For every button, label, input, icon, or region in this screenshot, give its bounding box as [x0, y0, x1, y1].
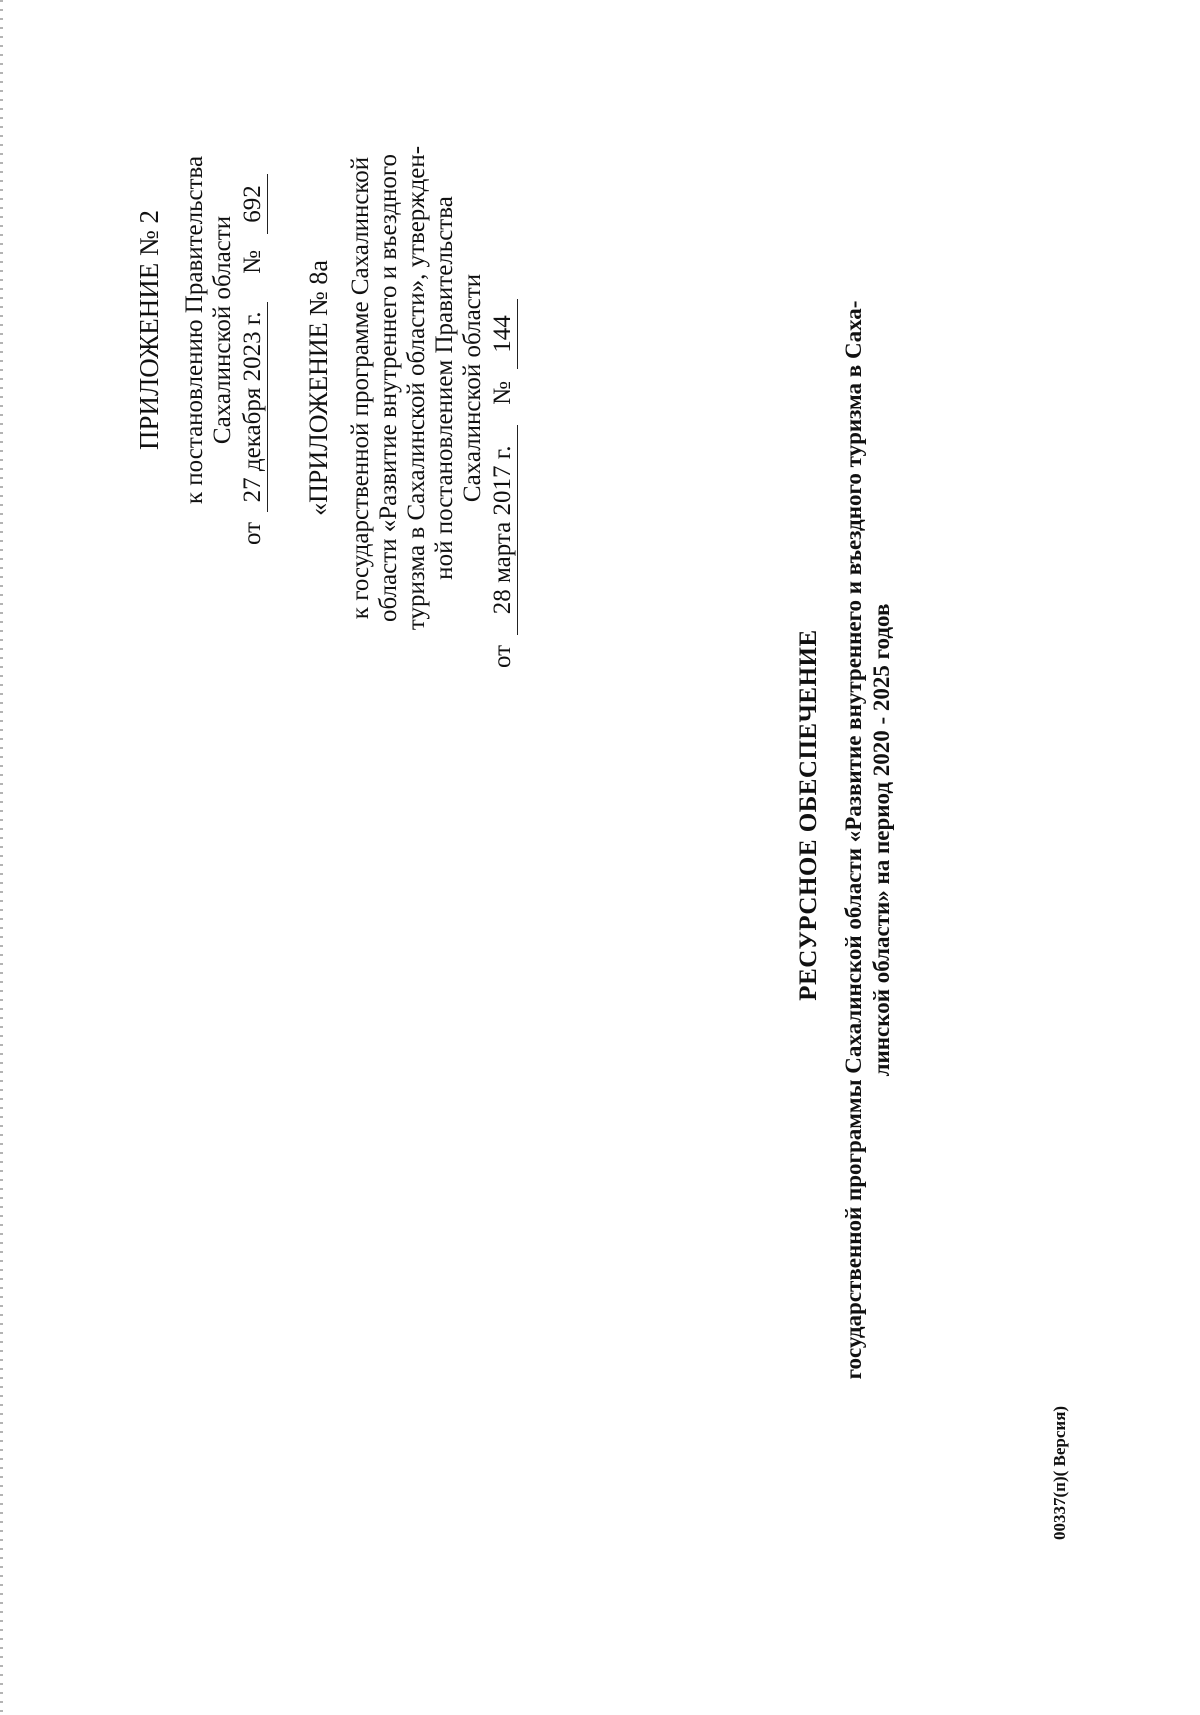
document-heading — [795, 495, 823, 1135]
subtitle-line-2: линской области» на период 2020 - 2025 годов — [869, 603, 894, 1077]
previous-appendix-line-5: Сахалинской области — [459, 273, 486, 503]
document-code-text: 00337(п)( Версия) — [1050, 1405, 1069, 1540]
number-label: № — [239, 250, 266, 274]
number-label: № — [489, 381, 516, 405]
previous-appendix-line-2: области «Развитие внутреннего и въездного — [375, 153, 402, 623]
from-label: от — [239, 521, 266, 545]
appendix-line-1: к постановлению Правительства — [181, 155, 208, 505]
appendix-date: 27 декабря 2023 г. — [239, 302, 268, 512]
document-subtitle — [840, 110, 896, 1570]
previous-appendix-date: 28 марта 2017 г. — [489, 425, 518, 635]
previous-appendix-block — [305, 108, 518, 668]
appendix-date-row — [239, 115, 268, 545]
subtitle-line-1: государственной программы Сахалинской области «Развитие внутреннего и въездного туризма в Саха- — [841, 300, 866, 1380]
previous-appendix-line-1: к государственной программе Сахалинской — [347, 156, 374, 620]
appendix-title: ПРИЛОЖЕНИЕ № 2 — [134, 209, 164, 451]
previous-appendix-line-4: ной постановлением Правительства — [431, 196, 458, 580]
previous-appendix-number: 144 — [489, 299, 518, 369]
document-code — [1050, 1406, 1070, 1540]
appendix-number: 692 — [239, 174, 268, 234]
previous-appendix-date-row — [489, 108, 518, 668]
appendix-line-2: Сахалинской области — [209, 215, 236, 445]
previous-appendix-line-3: туризма в Сахалинской области», утвержден- — [403, 145, 430, 631]
appendix-block — [134, 115, 268, 545]
scan-margin-marks — [0, 0, 3, 1715]
from-label: от — [489, 644, 516, 668]
previous-appendix-title: «ПРИЛОЖЕНИЕ № 8а — [304, 260, 333, 516]
heading-text: РЕСУРСНОЕ ОБЕСПЕЧЕНИЕ — [795, 629, 822, 1001]
